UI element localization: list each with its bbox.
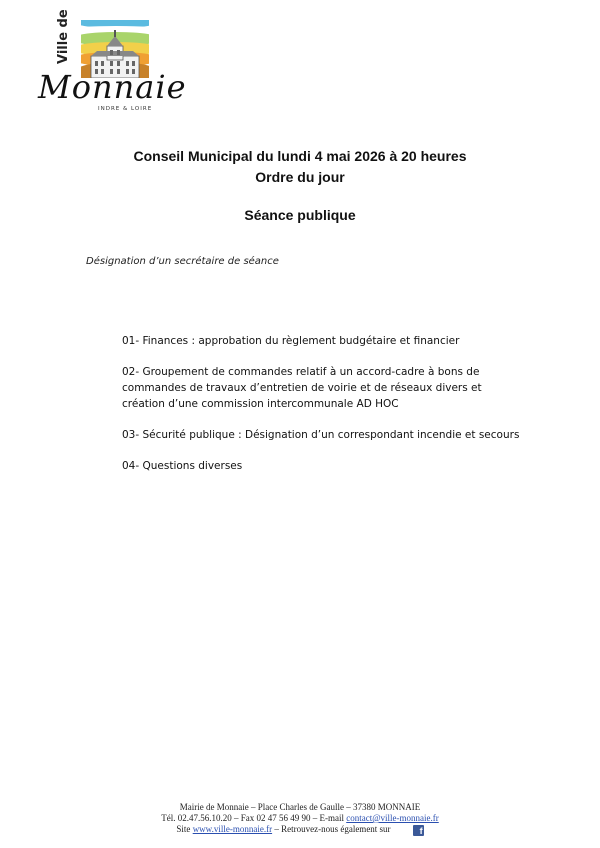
logo-town-name: Monnaie bbox=[38, 68, 187, 106]
municipality-logo bbox=[38, 9, 187, 112]
agenda-item: 04- Questions diverses bbox=[122, 460, 243, 472]
footer-contact bbox=[0, 813, 600, 824]
agenda-list bbox=[122, 333, 522, 489]
facebook-icon[interactable]: f bbox=[413, 825, 424, 836]
footer-phone-fax: Tél. 02.47.56.10.20 – Fax 02 47 56 49 90 – E-mail bbox=[161, 813, 347, 823]
document-subtitle: Ordre du jour bbox=[255, 169, 345, 185]
logo-ville-de: Ville de bbox=[56, 9, 71, 64]
website-link[interactable]: www.ville-monnaie.fr bbox=[192, 824, 273, 834]
document-title: Conseil Municipal du lundi 4 mai 2026 à 20 heures bbox=[133, 148, 467, 164]
session-heading: Séance publique bbox=[244, 207, 356, 223]
preamble-text: Désignation d’un secrétaire de séance bbox=[86, 256, 279, 267]
page-footer bbox=[0, 802, 600, 836]
email-link[interactable]: contact@ville-monnaie.fr bbox=[346, 813, 439, 823]
agenda-item: 02- Groupement de commandes relatif à un accord-cadre à bons de commandes de travaux d’entretien de voirie et de réseaux divers et création d’une commission intercommunale AD HOC bbox=[122, 366, 482, 410]
agenda-item: 01- Finances : approbation du règlement budgétaire et financier bbox=[122, 335, 460, 347]
agenda-item: 03- Sécurité publique : Désignation d’un correspondant incendie et secours bbox=[122, 429, 520, 441]
footer-social-text: – Retrouvez-nous également sur bbox=[272, 824, 391, 834]
footer-address: Mairie de Monnaie – Place Charles de Gaulle – 37380 MONNAIE bbox=[179, 802, 421, 812]
footer-site-label: Site bbox=[176, 824, 193, 834]
logo-subtitle: INDRE & LOIRE bbox=[98, 106, 153, 112]
footer-website-line bbox=[0, 824, 600, 836]
